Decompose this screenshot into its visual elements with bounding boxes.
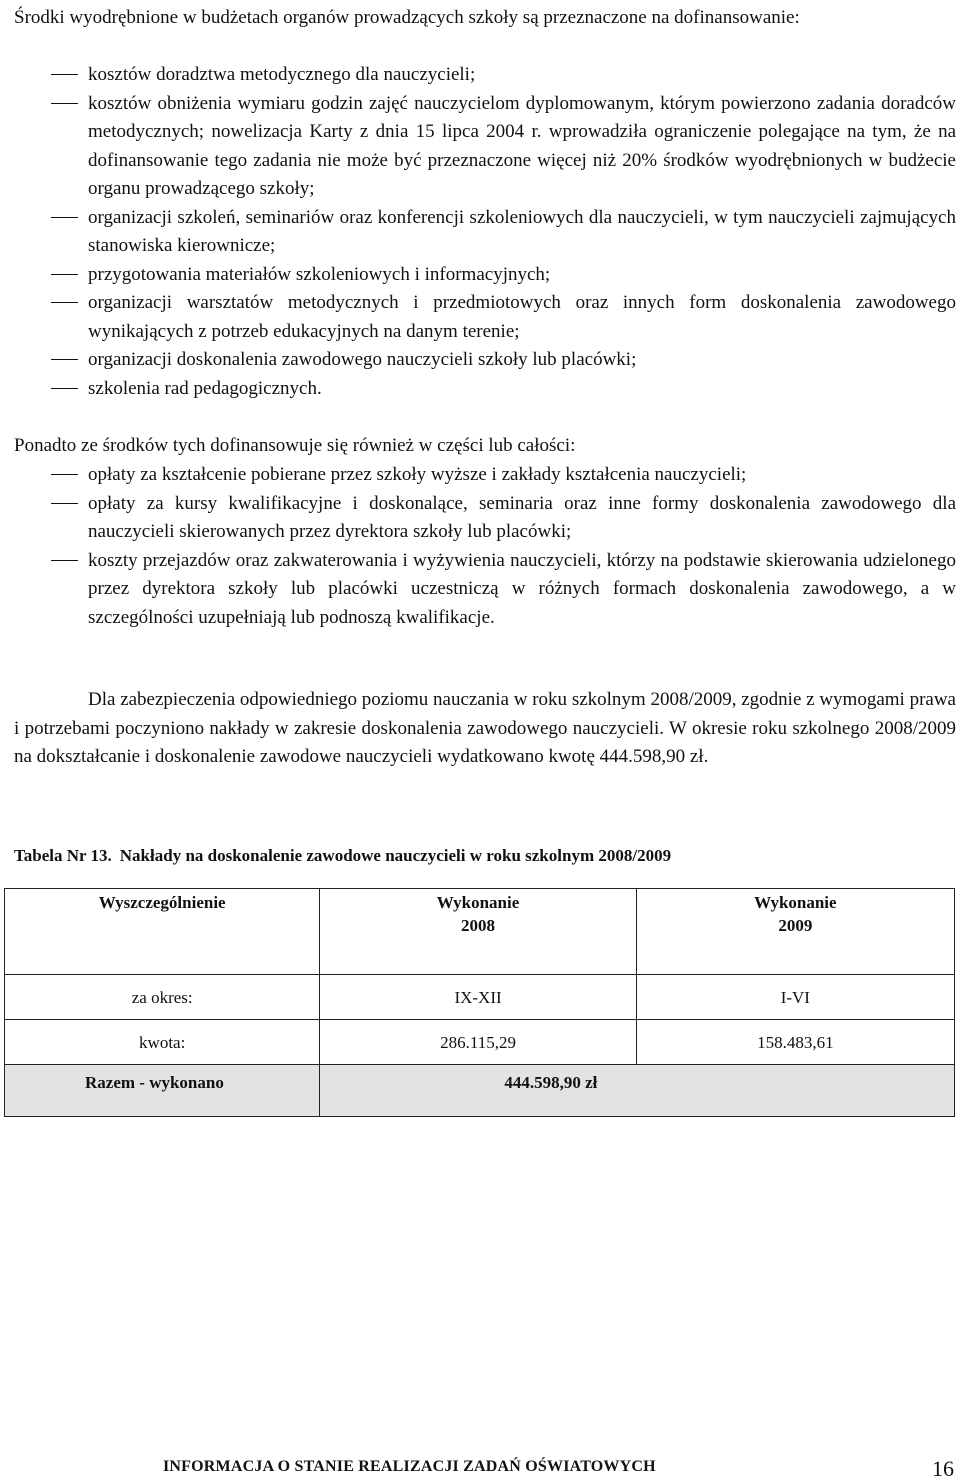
total-label-cell: Razem - wykonano [5,1065,320,1117]
list-item: organizacji szkoleń, seminariów oraz konferencji szkoleniowych dla nauczycieli, w tym nauczycieli zajmujących stanowiska kierownicze; [14,204,956,261]
dash-bullet-icon [51,302,78,303]
footer-title: INFORMACJA O STANIE REALIZACJI ZADAŃ OŚWIATOWYCH [163,1458,656,1475]
list-item: opłaty za kształcenie pobierane przez szkoły wyższe i zakłady kształcenia nauczycieli; [14,461,956,490]
table-row [5,1020,955,1065]
list-item: koszty przejazdów oraz zakwaterowania i wyżywienia nauczycieli, którzy na podstawie skierowania udzielonego przez dyrektora szkoły lub placówki uczestniczą w różnych formach doskonalenia zawodowego, a w szczególności uzupełniają lub podnoszą kwalifikacje. [14,547,956,633]
dash-bullet-icon [51,103,78,104]
list-item: kosztów doradztwa metodycznego dla nauczycieli; [14,61,956,90]
table-number: Tabela Nr 13. [14,846,112,865]
dash-bullet-icon [51,274,78,275]
intro-paragraph: Środki wyodrębnione w budżetach organów prowadzących szkoły są przeznaczone na dofinansowanie: [14,7,800,28]
list-item: organizacji warsztatów metodycznych i przedmiotowych oraz innych form doskonalenia zawodowego wynikających z potrzeb edukacyjnych na danym terenie; [14,289,956,346]
dash-bullet-icon [51,74,78,75]
table-cell: za okres: [5,975,320,1020]
header-cell: Wykonanie 2009 [636,889,954,975]
moreover-paragraph: Ponadto ze środków tych dofinansowuje się również w części lub całości: [14,435,576,456]
dash-bullet-icon [51,388,78,389]
table-cell: 158.483,61 [636,1020,954,1065]
dash-bullet-icon [51,474,78,475]
list-item: przygotowania materiałów szkoleniowych i informacyjnych; [14,261,956,290]
dash-bullet-icon [51,359,78,360]
table-caption [14,846,954,866]
dash-bullet-icon [51,503,78,504]
list-item: kosztów obniżenia wymiaru godzin zajęć nauczycielom dyplomowanym, którym powierzono zadania doradców metodycznych; nowelizacja Karty z dnia 15 lipca 2004 r. wprowadziła ograniczenie polegające na tym, że na dofinansowanie tego zadania nie może być przeznaczone więcej niż 20% środków wyodrębnionych w budżecie organu prowadzącego szkoły; [14,90,956,204]
total-value-cell: 444.598,90 zł [320,1065,955,1117]
list-item: szkolenia rad pedagogicznych. [14,375,956,404]
table-cell: kwota: [5,1020,320,1065]
table-cell: IX-XII [320,975,636,1020]
header-cell: Wyszczególnienie [5,889,320,975]
table-title: Nakłady na doskonalenie zawodowe nauczycieli w roku szkolnym 2008/2009 [119,846,672,865]
table-total-row [5,1065,955,1117]
table-row [5,975,955,1020]
table-cell: 286.115,29 [320,1020,636,1065]
dash-bullet-icon [51,560,78,561]
cofinanced-costs-list [14,461,956,632]
expenditure-table [4,888,955,1117]
list-item: opłaty za kursy kwalifikacyjne i doskonalące, seminaria oraz inne formy doskonalenia zawodowego dla nauczycieli skierowanych przez dyrektora szkoły lub placówki; [14,490,956,547]
header-cell: Wykonanie 2008 [320,889,636,975]
funding-purposes-list [14,61,956,403]
table-cell: I-VI [636,975,954,1020]
summary-paragraph: Dla zabezpieczenia odpowiedniego poziomu nauczania w roku szkolnym 2008/2009, zgodnie z wymogami prawa i potrzebami poczyniono nakłady w zakresie doskonalenia zawodowego nauczycieli. W okresie roku szkolnego 2008/2009 na dokształcanie i doskonalenie zawodowe nauczycieli wydatkowano kwotę 444.598,90 zł. [14,689,956,767]
table-header-row [5,889,955,975]
page-number: 16 [932,1456,954,1481]
dash-bullet-icon [51,217,78,218]
list-item: organizacji doskonalenia zawodowego nauczycieli szkoły lub placówki; [14,346,956,375]
